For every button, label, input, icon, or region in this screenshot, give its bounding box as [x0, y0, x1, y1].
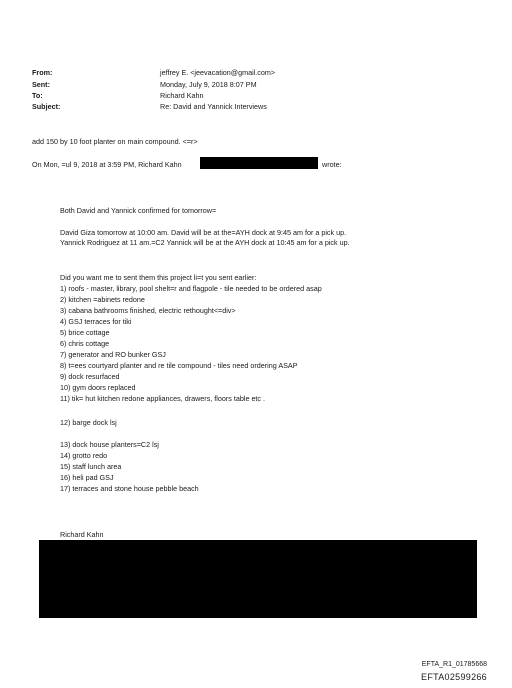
list-item: 6) chris cottage [60, 339, 110, 348]
sent-label: Sent: [32, 80, 50, 89]
confirm-line: Both David and Yannick confirmed for tomorrow= [60, 206, 217, 215]
list-item: 7) generator and RO bunker GSJ [60, 350, 166, 359]
redaction-email [200, 157, 318, 169]
quote-header-prefix: On Mon, =ul 9, 2018 at 3:59 PM, Richard Kahn [32, 160, 182, 169]
question-line: Did you want me to sent them this project li=t you sent earlier: [60, 273, 257, 282]
to-value: Richard Kahn [160, 91, 204, 100]
list-item: 14) grotto redo [60, 451, 108, 460]
list-item: 15) staff lunch area [60, 462, 122, 471]
schedule-line: Yannick Rodriguez at 11 am.=C2 Yannick will be at the AYH dock at 10:45 am for a pick up. [60, 238, 350, 247]
redaction-block [39, 540, 477, 618]
from-value: jeffrey E. <jeevacation@gmail.com> [160, 68, 276, 77]
reply-line: add 150 by 10 foot planter on main compound. <=r> [32, 137, 198, 146]
sent-value: Monday, July 9, 2018 8:07 PM [160, 80, 257, 89]
list-item: 1) roofs - master, library, pool shelt=r and flagpole - tile needed to be ordered asap [60, 284, 322, 293]
list-item: 17) terraces and stone house pebble beach [60, 484, 199, 493]
list-item: 16) heli pad GSJ [60, 473, 114, 482]
list-item: 8) t=ees courtyard planter and re tile compound - tiles need ordering ASAP [60, 361, 298, 370]
to-label: To: [32, 91, 43, 100]
list-item: 11) tik= hut kitchen redone appliances, drawers, floors table etc . [60, 394, 266, 403]
list-item: 5) brice cottage [60, 328, 110, 337]
list-item: 3) cabana bathrooms finished, electric rethought<=div> [60, 306, 236, 315]
list-item: 2) kitchen =abinets redone [60, 295, 145, 304]
list-item: 13) dock house planters=C2 lsj [60, 440, 159, 449]
subject-value: Re: David and Yannick Interviews [160, 102, 267, 111]
from-label: From: [32, 68, 53, 77]
signature: Richard Kahn [60, 530, 104, 539]
list-item: 4) GSJ terraces for tiki [60, 317, 132, 326]
subject-label: Subject: [32, 102, 61, 111]
list-item: 12) barge dock lsj [60, 418, 117, 427]
list-item: 10) gym doors replaced [60, 383, 136, 392]
bates-number-1: EFTA_R1_01785668 [421, 661, 487, 668]
schedule-line: David Giza tomorrow at 10:00 am. David will be at the=AYH dock at 9:45 am for a pick up. [60, 228, 347, 237]
bates-number-2: EFTA02599266 [421, 672, 487, 682]
quote-header-suffix: wrote: [322, 160, 342, 169]
list-item: 9) dock resurfaced [60, 372, 120, 381]
